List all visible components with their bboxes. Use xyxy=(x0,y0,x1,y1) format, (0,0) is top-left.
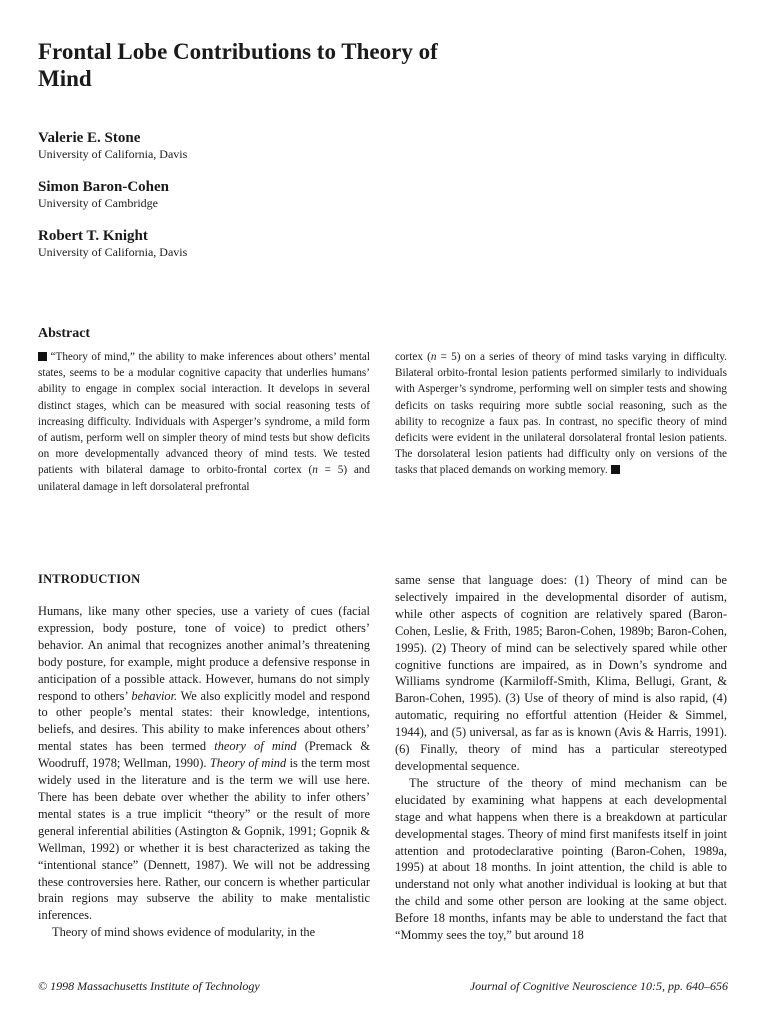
author-affiliation: University of Cambridge xyxy=(38,196,158,210)
author-affiliation: University of California, Davis xyxy=(38,245,188,259)
author-affiliation: University of California, Davis xyxy=(38,147,188,161)
abstract-text: “Theory of mind,” the ability to make inferences about others’ mental states, seems to be a modular cognitive capacity that underlies humans’ ability to engage in complex social interaction. It develops in several distinct stages, which can be measured with social reasoning tests of increasing difficulty. Individuals with Asperger’s syndrome, a mild form of autism, perform well on simpler theory of mind tests but show deficits on more developmentally advanced theory of mind tests. We tested patients with bilateral damage to orbito-frontal cortex ( xyxy=(38,351,370,477)
body-paragraph: The structure of the theory of mind mechanism can be elucidated by examining what happens at each developmental stage and what happens when there is a breakdown at particular developmental stages. Theory of mind first manifests itself in joint attention and protodeclarative pointing (Baron-Cohen, 1989a, 1995) at about 18 months. In joint attention, the child is able to understand not only what another individual is looking at but that the child and some other person are looking at the same object. Before 18 months, infants may be able to understand the fact that “Mommy sees the toy,” but around 18 xyxy=(395,775,727,943)
body-text: (Premack & Woodruff, 1978; Wellman, 1990). xyxy=(38,739,370,771)
abstract-column-right xyxy=(395,349,727,479)
author-name: Simon Baron-Cohen xyxy=(38,179,170,195)
journal-citation-footer: Journal of Cognitive Neuroscience 10:5, pp. 640–656 xyxy=(469,979,728,993)
author-block xyxy=(38,129,187,162)
body-column-left xyxy=(38,603,370,941)
section-start-square-icon xyxy=(38,352,47,361)
body-paragraph: Theory of mind shows evidence of modularity, in the xyxy=(52,925,316,940)
author-name: Robert T. Knight xyxy=(38,228,148,244)
paper-title: Frontal Lobe Contributions to Theory of Mind xyxy=(38,39,438,91)
body-text: is the term most widely used in the literature and is the term we will use here. There has been debate over whether the ability to infer others’ mental states is a true implicit “theory” or the result of more general inferential abilities (Astington & Gopnik, 1991; Gopnik & Wellman, 1992) or whether it is best characterized as taking the “intentional stance” (Dennett, 1987). We will not be addressing these controversies here. Rather, our concern is whether particular brain regions may subserve the ability to make mentalistic inferences. xyxy=(38,756,370,923)
body-italic: behavior. xyxy=(131,688,178,703)
abstract-heading: Abstract xyxy=(38,326,91,341)
body-italic: theory of mind xyxy=(214,739,297,754)
section-end-square-icon xyxy=(611,465,620,474)
author-block xyxy=(38,227,187,260)
abstract-italic: n xyxy=(312,464,318,477)
body-text: Humans, like many other species, use a variety of cues (facial expression, body posture, tone of voice) to predict others’ behavior. An animal that recognizes another animal’s threatening body posture, for example, might produce a defensive response in anticipation of a possible attack. However, humans do not simply respond to others’ xyxy=(38,604,370,703)
abstract-text: = 5) on a series of theory of mind tasks varying in difficulty. Bilateral orbito-frontal lesion patients performed similarly to individuals with Asperger’s syndrome, performing well on simpler tests and showing deficits on tasks requiring more subtle social reasoning, such as the ability to recognize a faux pas. In contrast, no specific theory of mind deficits were evident in the unilateral dorsolateral frontal lesion patients. The dorsolateral lesion patients had difficulty only on versions of the tasks that placed demands on working memory. xyxy=(395,351,727,477)
abstract-text: = 5) and unilateral damage in left dorsolateral prefrontal xyxy=(38,464,370,493)
body-italic: Theory of mind xyxy=(209,756,287,771)
body-paragraph xyxy=(38,603,370,924)
abstract-italic: n xyxy=(430,351,437,363)
body-paragraph: same sense that language does: (1) Theory of mind can be selectively impaired in the developmental disorder of autism, while other aspects of cognition are relatively spared (Baron-Cohen, Leslie, & Frith, 1985; Baron-Cohen, 1989b; Baron-Cohen, 1995). (2) Theory of mind can be selectively spared while other cognitive functions are impaired, as in Down’s syndrome and Williams syndrome (Karmiloff-Smith, Klima, Bellugi, Grant, & Baron-Cohen, 1995). (3) Use of theory of mind is also rapid, (4) automatic, requiring no effortful attention (Heider & Simmel, 1944), and (5) universal, as far as is known (Avis & Harris, 1991). (6) Finally, theory of mind has a particular stereotyped developmental sequence. xyxy=(395,573,727,773)
author-name: Valerie E. Stone xyxy=(38,130,141,146)
introduction-heading: INTRODUCTION xyxy=(38,572,141,586)
body-column-right xyxy=(395,572,727,944)
author-block xyxy=(38,178,169,211)
abstract-column-left xyxy=(38,349,370,495)
body-text: We also explicitly model and respond to other people’s mental states: their knowledge, intentions, beliefs, and desires. This ability to make inferences about others’ mental states has been termed xyxy=(38,688,370,754)
copyright-footer: © 1998 Massachusetts Institute of Technology xyxy=(38,979,260,993)
abstract-text: cortex ( xyxy=(395,351,431,363)
